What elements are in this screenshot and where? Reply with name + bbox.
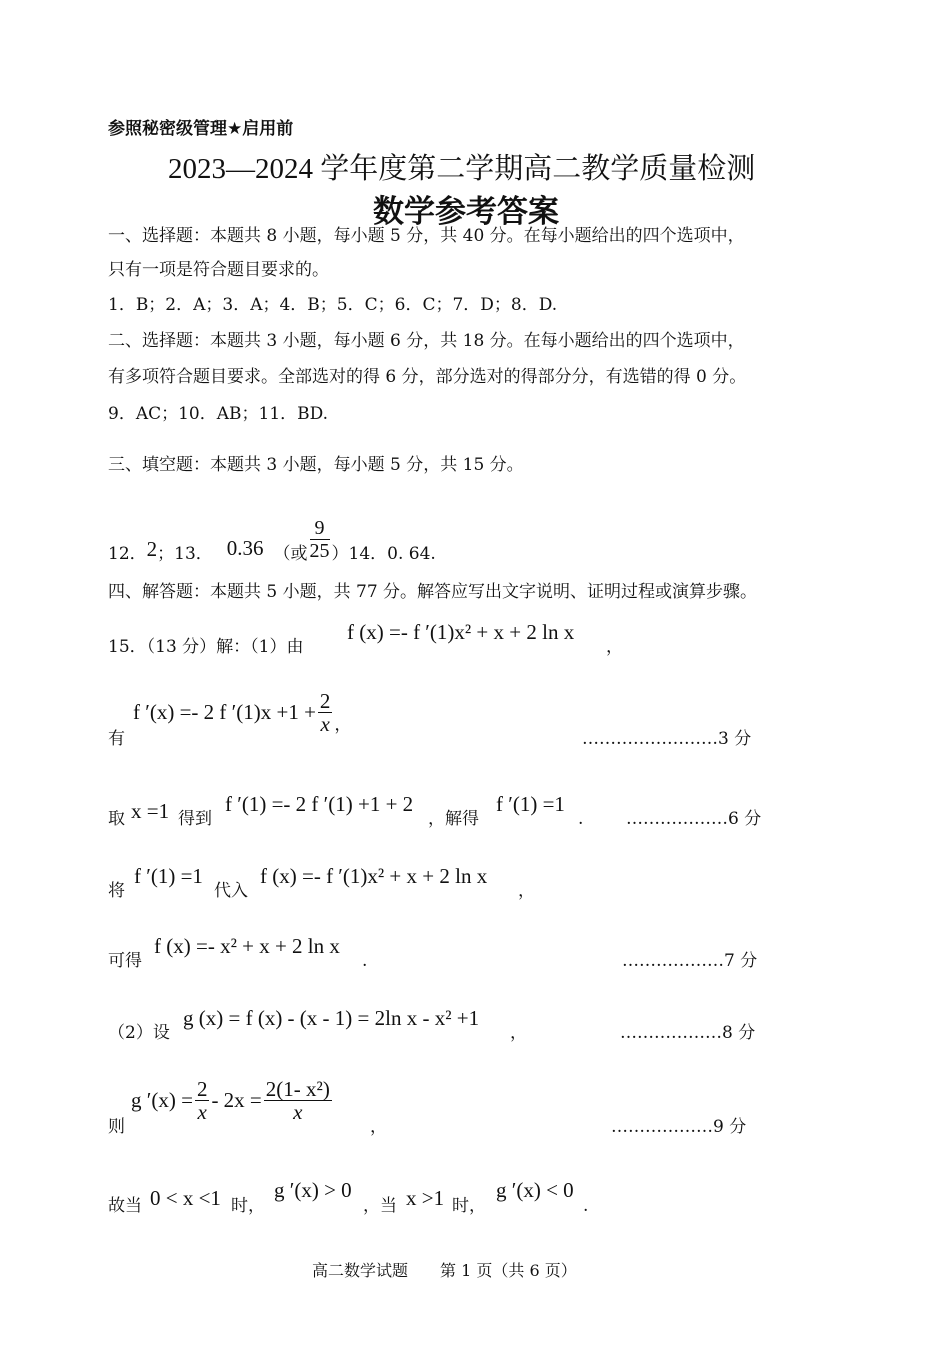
q15-lead: 15．（13 分）解：（1）由 bbox=[108, 637, 304, 657]
q15-f1-result: f ′(1) =1 bbox=[496, 792, 565, 816]
q15-period: . bbox=[578, 809, 584, 829]
page-footer: 高二数学试题 第 1 页（共 6 页） bbox=[312, 1261, 577, 1280]
q15-fprime-equation: f ′(x) =- 2 f ′(1)x +1 + $\frac{2}{x}$ ， bbox=[133, 689, 352, 736]
score-3: ……………………3 分 bbox=[582, 729, 752, 749]
section4-intro: 四、解答题：本题共 5 小题，共 77 分。解答应写出文字说明、证明过程或演算步骤。 bbox=[108, 582, 758, 602]
page-title: 2023—2024 学年度第二学期高二教学质量检测 bbox=[168, 153, 756, 185]
q15-gudang: 故当 bbox=[108, 1196, 142, 1216]
q15-fprime-fraction bbox=[318, 690, 333, 735]
section2-intro-line2: 有多项符合题目要求。全部选对的得 6 分，部分选对的得部分分，有选错的得 0 分。 bbox=[108, 367, 747, 387]
q15-inequality-3: x >1 bbox=[406, 1186, 445, 1210]
q15-equation-fx-repeat: f (x) =- f ′(1)x² + x + 2 ln x bbox=[260, 864, 488, 888]
section1-answers: 1．B；2．A；3．A；4．B；5．C；6．C；7．D；8．D. bbox=[108, 295, 558, 315]
q15-gprime-left: g ′(x) = bbox=[131, 1088, 193, 1112]
q15-gprime-numerator1: 2 bbox=[196, 1077, 208, 1101]
section3-intro: 三、填空题：本题共 3 小题，每小题 5 分，共 15 分。 bbox=[108, 455, 524, 475]
q15-ze: 则 bbox=[108, 1117, 125, 1137]
q15-period2: . bbox=[362, 951, 368, 971]
q15-equation-fx: f (x) =- f ′(1)x² + x + 2 ln x bbox=[347, 620, 575, 644]
q15-qu: 取 bbox=[108, 809, 125, 829]
q15-comma2: ， bbox=[518, 881, 535, 901]
q15-fx-result: f (x) =- x² + x + 2 ln x bbox=[154, 934, 340, 958]
q15-x-equals-1: x =1 bbox=[131, 799, 170, 823]
q15-shi1: 时， bbox=[231, 1196, 265, 1216]
q13-fraction-denominator: 25 bbox=[309, 539, 330, 562]
q15-gprime-equation bbox=[131, 1078, 334, 1123]
secrecy-label: 参照秘密级管理★启用前 bbox=[108, 119, 294, 139]
score-6: ………………6 分 bbox=[626, 809, 762, 829]
q15-inequality-1: 0 < x <1 bbox=[150, 1186, 221, 1210]
q13-label: ；13． bbox=[157, 544, 213, 564]
section1-intro-line2: 只有一项是符合题目要求的。 bbox=[108, 260, 329, 280]
q15-dairu: 代入 bbox=[214, 881, 248, 901]
q15-comma3: ， bbox=[510, 1023, 527, 1043]
q15-gprime-denominator2: x bbox=[293, 1100, 303, 1124]
q15-substitution-equation: f ′(1) =- 2 f ′(1) +1 + 2 bbox=[225, 792, 414, 816]
q15-gprime-numerator2: 2(1- x²) bbox=[265, 1077, 330, 1101]
q15-comma4: ， bbox=[370, 1117, 387, 1137]
score-7: ………………7 分 bbox=[622, 951, 758, 971]
q15-inequality-4: g ′(x) < 0 bbox=[496, 1178, 574, 1202]
q15-fprime-denominator: x bbox=[320, 712, 330, 736]
q15-you: 有 bbox=[108, 729, 125, 749]
q15-part2-lead: （2）设 bbox=[108, 1023, 170, 1043]
q15-gprime-fraction1 bbox=[195, 1078, 210, 1123]
section2-answers: 9．AC；10．AB；11．BD. bbox=[108, 404, 329, 424]
q12-label: 12． bbox=[108, 544, 147, 564]
q15-comma: ， bbox=[606, 637, 623, 657]
q13-or-close: ） bbox=[331, 544, 349, 564]
q15-fprime-left: f ′(x) =- 2 f ′(1)x +1 + bbox=[133, 700, 316, 724]
q15-gprime-mid: - 2x = bbox=[211, 1088, 262, 1112]
section1-intro-line1: 一、选择题：本题共 8 小题，每小题 5 分，共 40 分。在每小题给出的四个选项中， bbox=[108, 226, 745, 246]
q15-inequality-2: g ′(x) > 0 bbox=[274, 1178, 352, 1202]
q15-dedao: 得到 bbox=[178, 809, 212, 829]
q15-dang: ，当 bbox=[363, 1196, 397, 1216]
q15-g-equation: g (x) = f (x) - (x - 1) = 2ln x - x² +1 bbox=[183, 1006, 480, 1030]
q12-value: 2 bbox=[146, 536, 158, 561]
section2-intro-line1: 二、选择题：本题共 3 小题，每小题 6 分，共 18 分。在每小题给出的四个选项中， bbox=[108, 331, 745, 351]
q15-jiede: ，解得 bbox=[428, 809, 479, 829]
q15-f1-substitute: f ′(1) =1 bbox=[134, 864, 203, 888]
q15-fprime-numerator: 2 bbox=[319, 689, 331, 713]
q15-jiang: 将 bbox=[108, 881, 125, 901]
score-9: ………………9 分 bbox=[611, 1117, 747, 1137]
score-8: ………………8 分 bbox=[620, 1023, 756, 1043]
page-subtitle: 数学参考答案 bbox=[373, 194, 559, 230]
q15-shi2: 时， bbox=[452, 1196, 486, 1216]
q13-value: 0.36 bbox=[226, 535, 264, 560]
section3-answers bbox=[108, 506, 436, 572]
q15-period3: . bbox=[583, 1196, 589, 1216]
q13-or-open: （或 bbox=[273, 544, 308, 564]
q15-gprime-denominator1: x bbox=[197, 1100, 207, 1124]
q15-kede: 可得 bbox=[108, 951, 142, 971]
q13-fraction-numerator: 9 bbox=[310, 517, 330, 540]
q13-fraction bbox=[310, 517, 330, 562]
q15-gprime-fraction2 bbox=[264, 1078, 332, 1123]
q14-answer: 14．0. 64. bbox=[348, 544, 436, 564]
